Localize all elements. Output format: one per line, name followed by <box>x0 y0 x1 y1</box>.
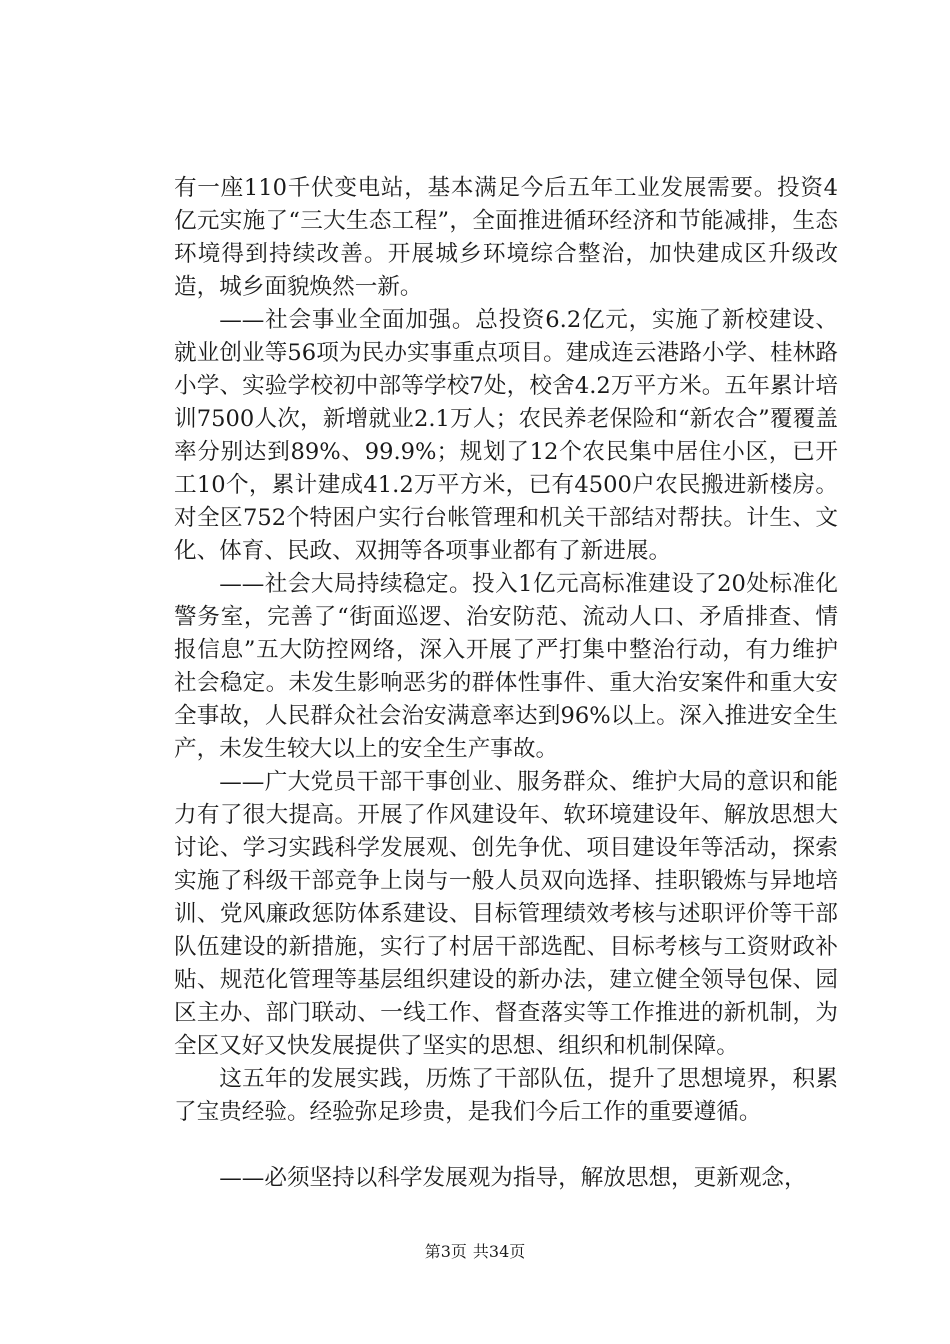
paragraph-scientific-development: ——必须坚持以科学发展观为指导，解放思想，更新观念， <box>219 1165 807 1191</box>
paragraph-experience-summary: 这五年的发展实践，历炼了干部队伍，提升了思想境界，积累了宝贵经验。经验弥足珍贵，是我们今后工作的重要遵循。 <box>174 1066 838 1125</box>
paragraph-social-affairs: ——社会事业全面加强。总投资6.2亿元，实施了新校建设、就业创业等56项为民办实事重点项目。建成连云港路小学、桂林路小学、实验学校初中部等学校7处，校舍4.2万平方米。五年累计培训7500人次，新增就业2.1万人；农民养老保险和“新农合”覆覆盖率分别达到89%、99.9%；规划了12个农民集中居住小区，已开工10个，累计建成41.2万平方米，已有4500户农民搬进新楼房。对全区752个特困户实行台帐管理和机关干部结对帮扶。计生、文化、体育、民政、双拥等各项事业都有了新进展。 <box>174 307 838 564</box>
page-number: 第3页 <box>424 1242 467 1261</box>
page-footer <box>0 1242 950 1262</box>
document-body <box>174 172 838 1195</box>
page-total: 共34页 <box>472 1242 526 1261</box>
paragraph-cadre-improvement: ——广大党员干部干事创业、服务群众、维护大局的意识和能力有了很大提高。开展了作风建设年、软环境建设年、解放思想大讨论、学习实践科学发展观、创先争优、项目建设年等活动，探索实施了科级干部竞争上岗与一般人员双向选择、挂职锻炼与异地培训、党风廉政惩防体系建设、目标管理绩效考核与述职评价等干部队伍建设的新措施，实行了村居干部选配、目标考核与工资财政补贴、规范化管理等基层组织建设的新办法，建立健全领导包保、园区主办、部门联动、一线工作、督查落实等工作推进的新机制，为全区又好又快发展提供了坚实的思想、组织和机制保障。 <box>174 769 838 1059</box>
paragraph-social-stability: ——社会大局持续稳定。投入1亿元高标准建设了20处标准化警务室，完善了“街面巡逻、治安防范、流动人口、矛盾排查、情报信息”五大防控网络，深入开展了严打集中整治行动，有力维护社会稳定。未发生影响恶劣的群体性事件、重大治安案件和重大安全事故，人民群众社会治安满意率达到96%以上。深入推进安全生产，未发生较大以上的安全生产事故。 <box>174 571 838 762</box>
paragraph-continuation: 有一座110千伏变电站，基本满足今后五年工业发展需要。投资4亿元实施了“三大生态工程”，全面推进循环经济和节能减排，生态环境得到持续改善。开展城乡环境综合整治，加快建成区升级改造，城乡面貌焕然一新。 <box>174 175 838 300</box>
